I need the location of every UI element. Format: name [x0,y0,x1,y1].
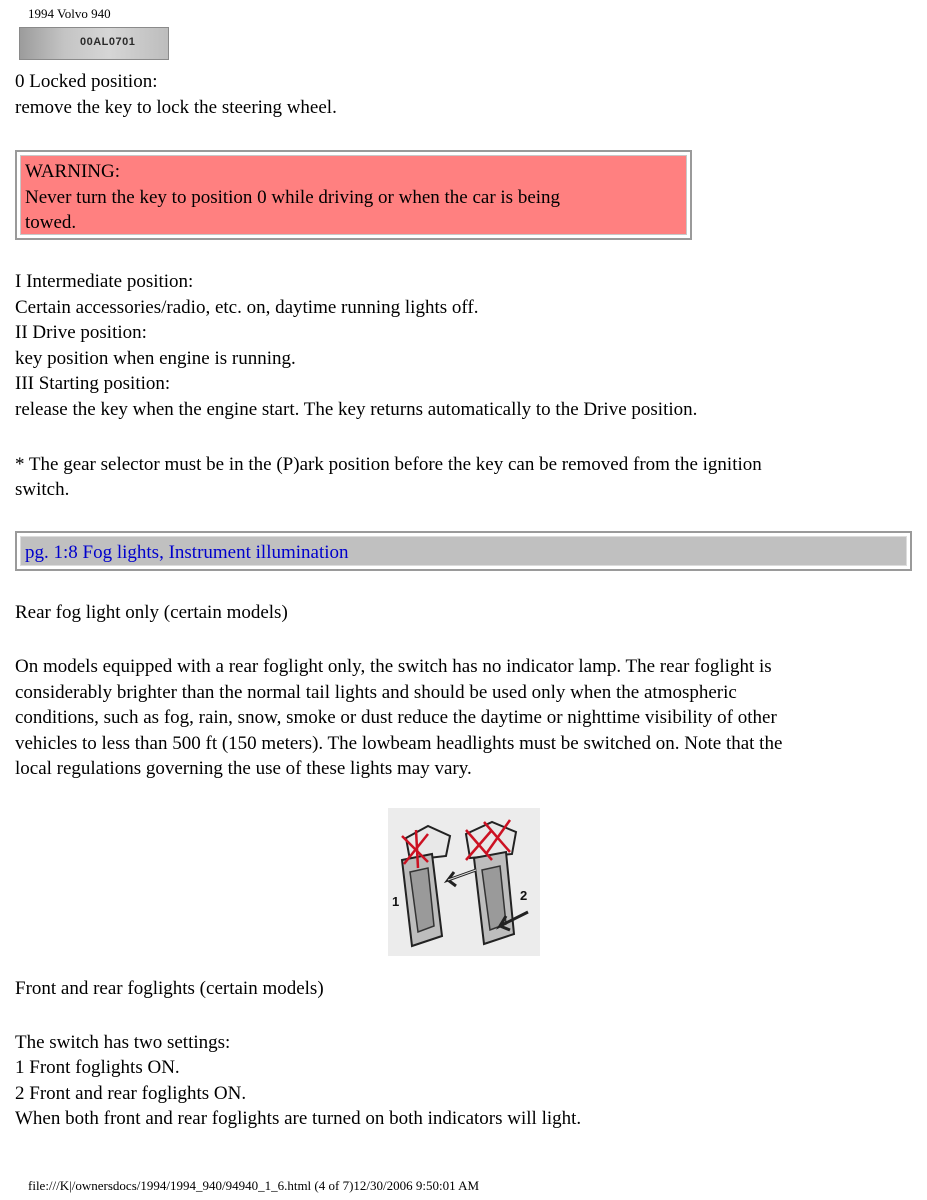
intermediate-position-text: Certain accessories/radio, etc. on, daytime running lights off. [15,297,479,318]
drive-position-heading: II Drive position: [15,322,147,343]
rear-fog-text-line-4: vehicles to less than 500 ft (150 meters). The lowbeam headlights must be switched on. Note that the [15,733,783,754]
figure-label-1: 1 [392,894,400,909]
rear-fog-text-line-2: considerably brighter than the normal tail lights and should be used only when the atmospheric [15,682,737,703]
warning-title: WARNING: [25,161,120,182]
image-code-label: 00AL0701 [80,36,136,48]
intermediate-position-heading: I Intermediate position: [15,271,194,292]
front-rear-line-3: 2 Front and rear foglights ON. [15,1083,247,1104]
rear-fog-text-line-1: On models equipped with a rear foglight only, the switch has no indicator lamp. The rear foglight is [15,656,772,677]
locked-position-heading: 0 Locked position: [15,71,158,92]
starting-position-heading: III Starting position: [15,373,171,394]
figure-label-2: 2 [520,888,528,903]
gear-selector-note-line-1: * The gear selector must be in the (P)ark position before the key can be removed from the ignition [15,454,762,475]
front-rear-line-2: 1 Front foglights ON. [15,1057,180,1078]
page-link-box [15,531,912,571]
rear-fog-text-line-3: conditions, such as fog, rain, snow, smoke or dust reduce the daytime or nighttime visibility of other [15,707,777,728]
drive-position-text: key position when engine is running. [15,348,296,369]
rear-fog-heading: Rear fog light only (certain models) [15,602,288,623]
page-footer-path: file:///K|/ownersdocs/1994/1994_940/94940_1_6.html (4 of 7)12/30/2006 9:50:01 AM [28,1178,480,1193]
key-position-image [19,27,169,60]
warning-line-1: Never turn the key to position 0 while driving or when the car is being [25,186,561,208]
gear-selector-note-line-2: switch. [15,479,70,500]
locked-position-text: remove the key to lock the steering wheel. [15,97,337,118]
front-rear-line-4: When both front and rear foglights are turned on both indicators will light. [15,1108,582,1129]
starting-position-text: release the key when the engine start. The key returns automatically to the Drive position. [15,399,698,420]
page-header-title: 1994 Volvo 940 [28,6,111,21]
warning-box [15,150,692,240]
fog-lights-page-link[interactable]: pg. 1:8 Fog lights, Instrument illumination [25,542,349,563]
front-rear-heading: Front and rear foglights (certain models) [15,978,324,999]
front-rear-line-1: The switch has two settings: [15,1032,231,1053]
warning-line-2: towed. [25,212,77,234]
rear-fog-text-line-5: local regulations governing the use of these lights may vary. [15,758,472,779]
fog-light-switch-figure [388,808,540,956]
